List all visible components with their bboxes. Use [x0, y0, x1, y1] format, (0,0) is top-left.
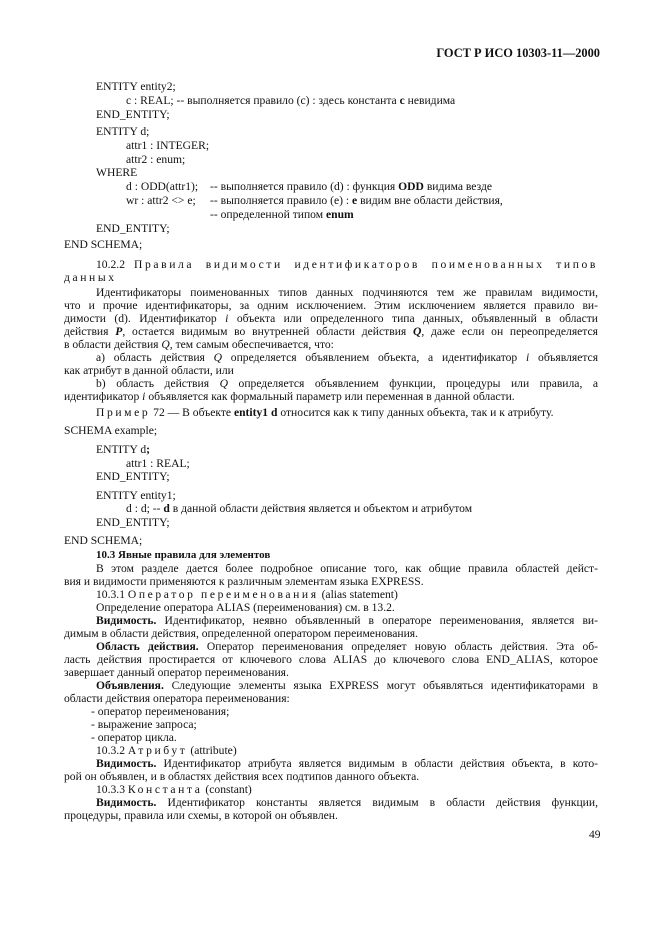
- list-item-b: b) область действия Q определяется объявлением функции, процедуры или правила, а: [96, 377, 599, 390]
- page-number: 49: [589, 829, 601, 841]
- list-item: - оператор переименования;: [91, 705, 230, 718]
- paragraph-line: рой он объявлен, и в областях действия всех подтипов данного объекта.: [64, 770, 420, 783]
- paragraph-line: действия P, остается видимым во внутренней области действия Q, даже если он переопределяется: [64, 325, 598, 338]
- code-line: ENTITY d;: [96, 443, 150, 456]
- paragraph-line: Область действия. Оператор переименования определяет новую область действия. Эта об-: [96, 640, 598, 653]
- subsection-heading: 10.3.3 Константа (constant): [96, 783, 252, 796]
- paragraph-line: Идентификаторы поименованных типов данных подчиняются тем же правилам видимости,: [96, 286, 598, 299]
- list-item: - выражение запроса;: [91, 718, 197, 731]
- paragraph-line: Определение оператора ALIAS (переименования) см. в 13.2.: [96, 601, 395, 614]
- code-line: ENTITY d;: [96, 125, 150, 138]
- section-heading-cont: данных: [64, 271, 117, 284]
- code-line: d : d; -- d в данной области действия является и объектом и атрибутом: [126, 502, 473, 515]
- example-note: Пример 72 — В объекте entity1 d относится как к типу данных объекта, так и к атрибуту.: [96, 406, 554, 419]
- code-line: END SCHEMA;: [64, 534, 143, 547]
- section-heading: 10.2.2 Правила видимости идентификаторов поименованных типов: [96, 258, 598, 271]
- paragraph-line: в области действия Q, тем самым обеспечивается, что:: [64, 338, 334, 351]
- paragraph-line: что и прочие идентификаторы, за одним исключением. Этим исключением является правило ви-: [64, 299, 598, 312]
- paragraph-line: завершает данный оператор переименования.: [64, 666, 289, 679]
- code-line: d : ODD(attr1);: [126, 180, 199, 193]
- code-line: attr2 : enum;: [126, 153, 186, 166]
- code-line: c : REAL; -- выполняется правило (c) : здесь константа c невидима: [126, 94, 456, 107]
- subsection-heading: 10.3.2 Атрибут (attribute): [96, 744, 237, 757]
- list-item-a-cont: как атрибут в данной области, или: [64, 364, 234, 377]
- code-line: WHERE: [96, 166, 138, 179]
- paragraph-line: димым в области действия, определенной оператором переименования.: [64, 627, 419, 640]
- code-line: attr1 : REAL;: [126, 457, 190, 470]
- paragraph-line: В этом разделе дается более подробное описание того, как общие правила областей дейст-: [96, 562, 598, 575]
- section-heading: 10.3 Явные правила для элементов: [96, 549, 271, 561]
- list-item-b-cont: идентификатор i объявляется как формальный параметр или переменная в данной области.: [64, 390, 515, 403]
- code-line: END_ENTITY;: [96, 470, 170, 483]
- code-comment: -- выполняется правило (e) : e видим вне области действия,: [210, 194, 503, 207]
- paragraph-line: димости (d). Идентификатор i объекта или определенного типа данных, объявленный в области: [64, 312, 598, 325]
- paragraph-line: вия и видимости применяются к различным элементам языка EXPRESS.: [64, 575, 424, 588]
- list-item: - оператор цикла.: [91, 731, 177, 744]
- paragraph-line: ласть действия простирается от ключевого слова ALIAS до ключевого слова END_ALIAS, которое: [64, 653, 598, 666]
- code-line: wr : attr2 <> e;: [126, 194, 196, 207]
- code-line: END_ENTITY;: [96, 108, 170, 121]
- list-item-a: a) область действия Q определяется объявлением объекта, а идентификатор i объявляется: [96, 351, 599, 364]
- code-line: END_ENTITY;: [96, 222, 170, 235]
- code-line: attr1 : INTEGER;: [126, 139, 210, 152]
- code-comment: -- выполняется правило (d) : функция ODD видима везде: [210, 180, 493, 193]
- paragraph-line: области действия оператора переименования:: [64, 692, 290, 705]
- paragraph-line: Видимость. Идентификатор, неявно объявленный в операторе переименования, является ви-: [96, 614, 598, 627]
- paragraph-line: Видимость. Идентификатор константы является видимым в области действия функции,: [96, 796, 598, 809]
- subsection-heading: 10.3.1 Оператор переименования (alias statement): [96, 588, 398, 601]
- code-line: END_ENTITY;: [96, 516, 170, 529]
- paragraph-line: Видимость. Идентификатор атрибута является видимым в области действия объекта, в кото-: [96, 757, 599, 770]
- paragraph-line: процедуры, правила или схемы, в которой он объявлен.: [64, 809, 338, 822]
- code-line: SCHEMA example;: [64, 424, 158, 437]
- paragraph-line: Объявления. Следующие элементы языка EXPRESS могут объявляться идентификаторами в: [96, 679, 598, 692]
- code-line: ENTITY entity1;: [96, 489, 176, 502]
- code-line: END SCHEMA;: [64, 238, 143, 251]
- code-line: ENTITY entity2;: [96, 80, 176, 93]
- code-comment: -- определенной типом enum: [210, 208, 354, 221]
- page-header: ГОСТ Р ИСО 10303-11—2000: [436, 46, 600, 60]
